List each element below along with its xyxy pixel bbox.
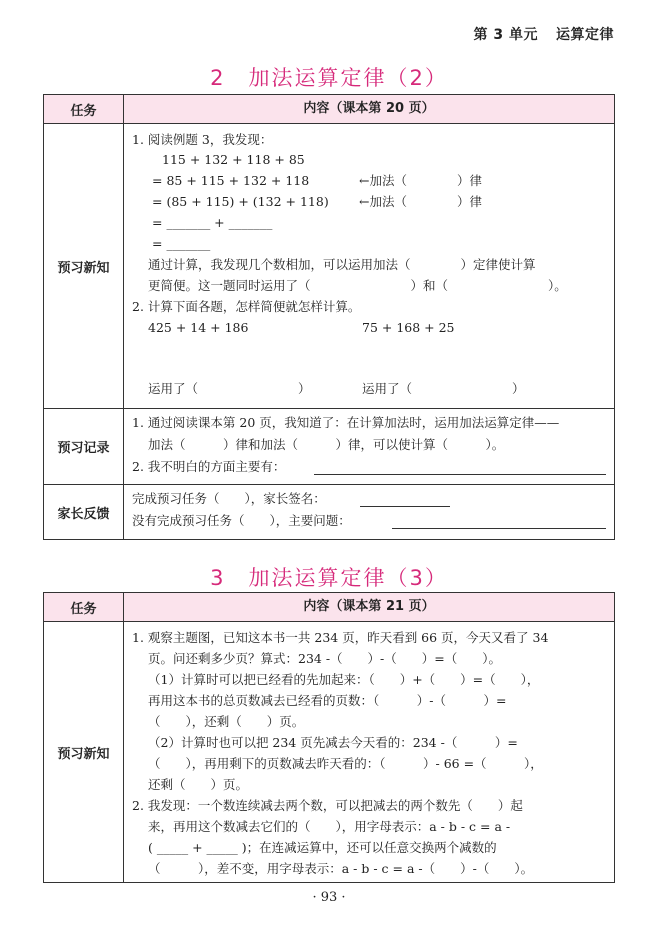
- record-content: [124, 409, 614, 484]
- text-line: 通过计算，我发现几个数相加，可以运用加法（ ）定律使计算: [148, 257, 536, 272]
- text-line: 1. 通过阅读课本第 20 页，我知道了：在计算加法时，运用加法运算定律——: [132, 415, 560, 430]
- section-2-title: 3 加法运算定律（3）: [210, 566, 448, 590]
- text-line: ←加法（ ）律: [359, 194, 482, 209]
- table-header-row: [44, 593, 614, 622]
- text-line: 425 + 14 + 186: [148, 320, 249, 335]
- preview-row: [44, 622, 614, 882]
- text-line: 加法（ ）律和加法（ ）律，可以使计算（ ）。: [148, 437, 505, 452]
- section-1-table: [43, 94, 615, 540]
- feedback-content: [124, 485, 614, 539]
- text-line: 页。问还剩多少页？算式：234 -（ ）-（ ）=（ ）。: [148, 651, 502, 666]
- preview-content: [124, 622, 614, 882]
- feedback-label: 家长反馈: [44, 485, 124, 539]
- text-line: 2. 我不明白的方面主要有：: [132, 459, 286, 474]
- answer-line[interactable]: [314, 460, 606, 482]
- record-label: 预习记录: [44, 409, 124, 484]
- text-line: 运用了（ ）: [148, 381, 311, 396]
- feedback-row: [44, 485, 614, 539]
- text-line: 没有完成预习任务（ ），主要问题：: [132, 513, 351, 528]
- text-line: （ ），还剩（ ）页。: [148, 714, 305, 729]
- text-line: 来，再用这个数减去它们的（ ），用字母表示：a - b - c = a -: [148, 819, 511, 834]
- signature-line[interactable]: [360, 492, 450, 514]
- unit-label: 第 3 单元: [473, 27, 538, 43]
- text-line: = (85 + 115) + (132 + 118): [152, 194, 329, 209]
- preview-content: [124, 124, 614, 408]
- text-line: （ ），再用剩下的页数减去昨天看的：（ ）- 66 =（ ），: [148, 756, 543, 771]
- text-line: 还剩（ ）页。: [148, 777, 249, 792]
- text-line: 115 + 132 + 118 + 85: [162, 152, 305, 167]
- text-line: 运用了（ ）: [362, 381, 525, 396]
- text-line: （1）计算时可以把已经看的先加起来：（ ）+（ ）=（ ），: [148, 672, 540, 687]
- unit-topic: 运算定律: [556, 27, 614, 43]
- preview-label: 预习新知: [44, 622, 124, 882]
- text-line: = _______ + _______: [152, 215, 273, 230]
- text-line: 1. 观察主题图，已知这本书一共 234 页，昨天看到 66 页，今天又看了 34: [132, 630, 549, 645]
- text-line: 完成预习任务（ ），家长签名：: [132, 491, 326, 506]
- col-task-header: 任务: [44, 593, 124, 621]
- text-line: 1. 阅读例题 3，我发现：: [132, 132, 273, 147]
- text-line: 75 + 168 + 25: [362, 320, 455, 335]
- table-header-row: [44, 95, 614, 124]
- problem-line[interactable]: [392, 514, 606, 536]
- text-line: ←加法（ ）律: [359, 173, 482, 188]
- preview-label: 预习新知: [44, 124, 124, 408]
- col-task-header: 任务: [44, 95, 124, 123]
- text-line: （2）计算时也可以把 234 页先减去今天看的：234 -（ ）=: [148, 735, 518, 750]
- section-2-table: [43, 592, 615, 883]
- text-line: （ ），差不变，用字母表示：a - b - c = a -（ ）-（ ）。: [148, 861, 534, 876]
- record-row: [44, 409, 614, 485]
- text-line: = 85 + 115 + 132 + 118: [152, 173, 310, 188]
- text-line: 更简便。这一题同时运用了（ ）和（ ）。: [148, 278, 567, 293]
- page-header: [456, 24, 615, 44]
- col-content-header: 内容（课本第 20 页）: [124, 95, 614, 123]
- preview-row: [44, 124, 614, 409]
- text-line: 再用这本书的总页数减去已经看的页数：（ ）-（ ）=: [148, 693, 507, 708]
- col-content-header: 内容（课本第 21 页）: [124, 593, 614, 621]
- text-line: 2. 计算下面各题，怎样简便就怎样计算。: [132, 299, 361, 314]
- section-1-title: 2 加法运算定律（2）: [210, 66, 448, 90]
- page-number: · 93 ·: [312, 890, 346, 905]
- text-line: 2. 我发现：一个数连续减去两个数，可以把减去的两个数先（ ）起: [132, 798, 523, 813]
- text-line: = _______: [152, 236, 211, 251]
- text-line: ( _____ + _____ )；在连减运算中，还可以任意交换两个减数的: [148, 840, 497, 855]
